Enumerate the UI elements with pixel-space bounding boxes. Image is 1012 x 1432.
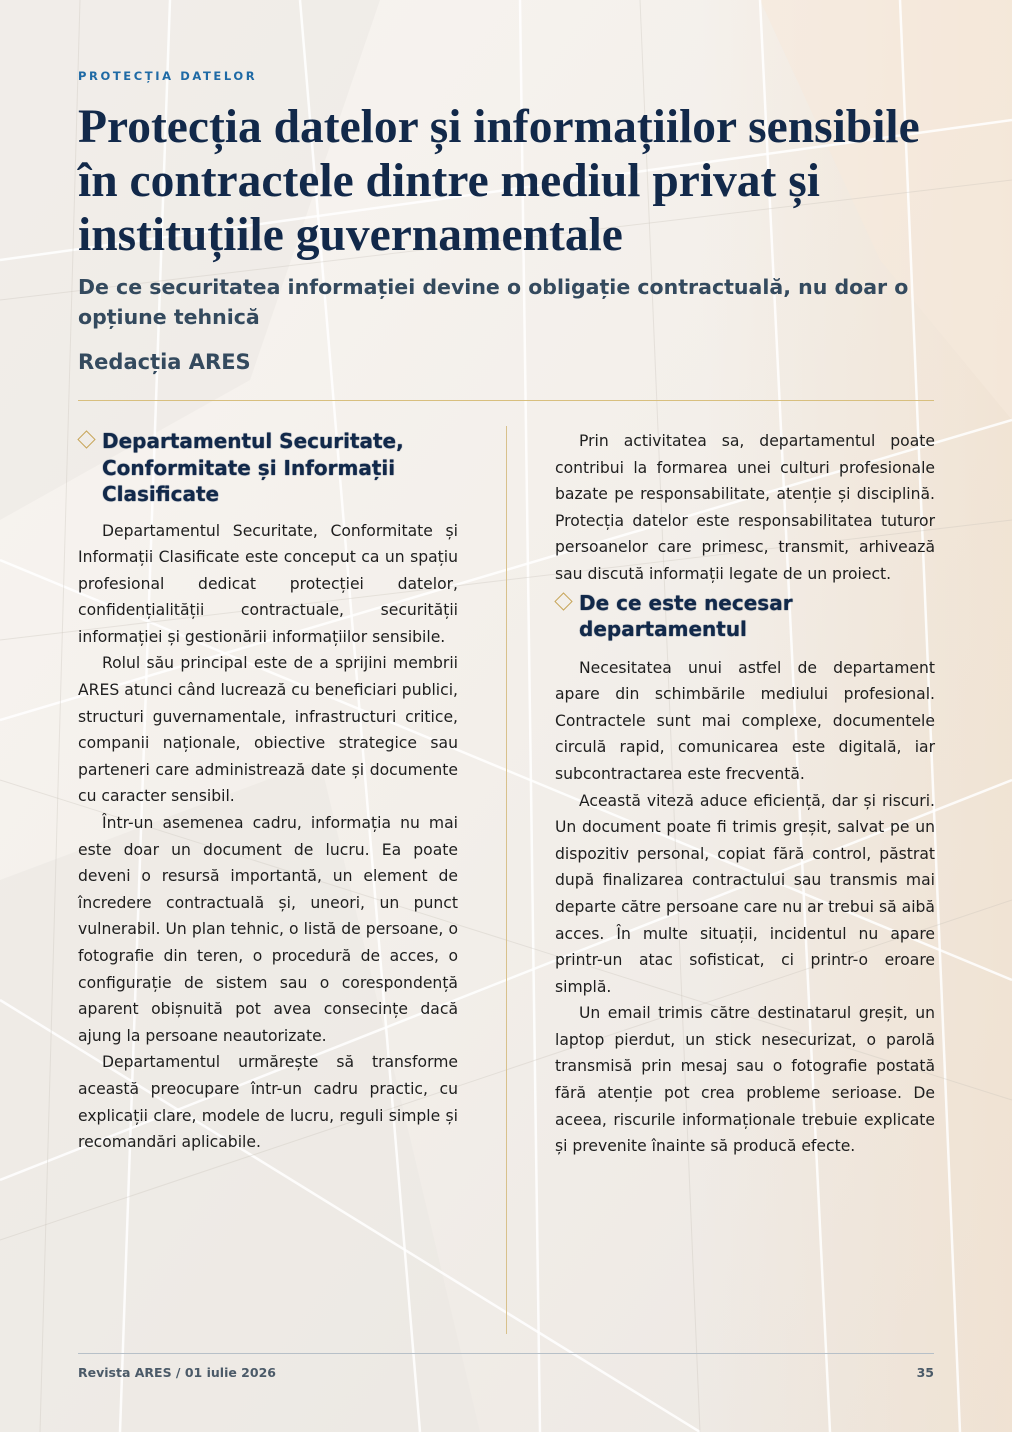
section-kicker: PROTECȚIA DATELOR	[78, 69, 258, 83]
section-heading-necesitate	[555, 590, 935, 643]
header-divider	[78, 400, 934, 401]
footer-page-number: 35	[916, 1365, 934, 1380]
body-paragraph: Departamentul urmărește să transforme această preocupare într-un cadru practic, cu explicații clare, modele de lucru, reguli simple și recomandări aplicabile.	[78, 1053, 458, 1152]
section-heading-text: Departamentul Securitate, Conformitate și Informații Clasificate	[102, 429, 404, 506]
right-column	[555, 428, 935, 1160]
article-author: Redacția ARES	[78, 350, 251, 374]
article-subtitle: De ce securitatea informației devine o obligație contractuală, nu doar o opțiune tehnică	[78, 275, 909, 329]
diamond-bullet-icon	[554, 592, 572, 610]
footer-publication: Revista ARES / 01 iulie 2026	[78, 1365, 276, 1380]
article-title: Protecția datelor și informațiilor sensibile în contractele dintre mediul privat și instituțiile guvernamentale	[78, 101, 920, 261]
section-heading-departament	[78, 428, 458, 508]
diamond-bullet-icon	[77, 430, 95, 448]
left-column	[78, 428, 458, 1156]
body-paragraph: Rolul său principal este de a sprijini membrii ARES atunci când lucrează cu beneficiari publici, structuri guvernamentale, infrastructuri critice, companii naționale, obiective strategice sau parteneri care administrează date și documente cu caracter sensibil.	[78, 654, 458, 806]
body-paragraph: Într-un asemenea cadru, informația nu mai este doar un document de lucru. Ea poate deveni o resursă importantă, un element de încredere contractuală și, uneori, un punct vulnerabil. Un plan tehnic, o listă de persoane, o fotografie din teren, o procedură de acces, o configurație de sistem sau o corespondență aparent obișnuită pot avea consecințe dacă ajung la persoane neautorizate.	[78, 814, 458, 1045]
column-divider	[506, 426, 507, 1334]
section-heading-text: De ce este necesar departamentul	[579, 590, 793, 642]
footer-divider	[78, 1353, 934, 1354]
body-paragraph: Această viteză aduce eficiență, dar și riscuri. Un document poate fi trimis greșit, salvat pe un dispozitiv personal, copiat fără control, păstrat după finalizarea contractului sau transmis mai departe către persoane care nu ar trebui să aibă acces. În multe situații, incidentul nu apare printr-un atac sofisticat, ci printr-o eroare simplă.	[555, 791, 935, 996]
body-paragraph: Departamentul Securitate, Conformitate și Informații Clasificate este conceput ca un spațiu profesional dedicat protecției datelor, confidențialității contractuale, securității informației și gestionării informațiilor sensibile.	[78, 521, 458, 646]
body-paragraph: Un email trimis către destinatarul greșit, un laptop pierdut, un stick nesecurizat, o parolă transmisă prin mesaj sau o fotografie postată fără atenție pot crea probleme serioase. De aceea, riscurile informaționale trebuie explicate și prevenite înainte să producă efecte.	[555, 1004, 935, 1156]
body-paragraph: Necesitatea unui astfel de departament apare din schimbările mediului profesional. Contractele sunt mai complexe, documentele circulă rapid, comunicarea este digitală, iar subcontractarea este frecventă.	[555, 658, 935, 783]
body-paragraph: Prin activitatea sa, departamentul poate contribui la formarea unei culturi profesionale bazate pe responsabilitate, atenție și disciplină. Protecția datelor este responsabilitatea tuturor persoanelor care primesc, transmit, arhivează sau discută informații legate de un proiect.	[555, 432, 935, 583]
